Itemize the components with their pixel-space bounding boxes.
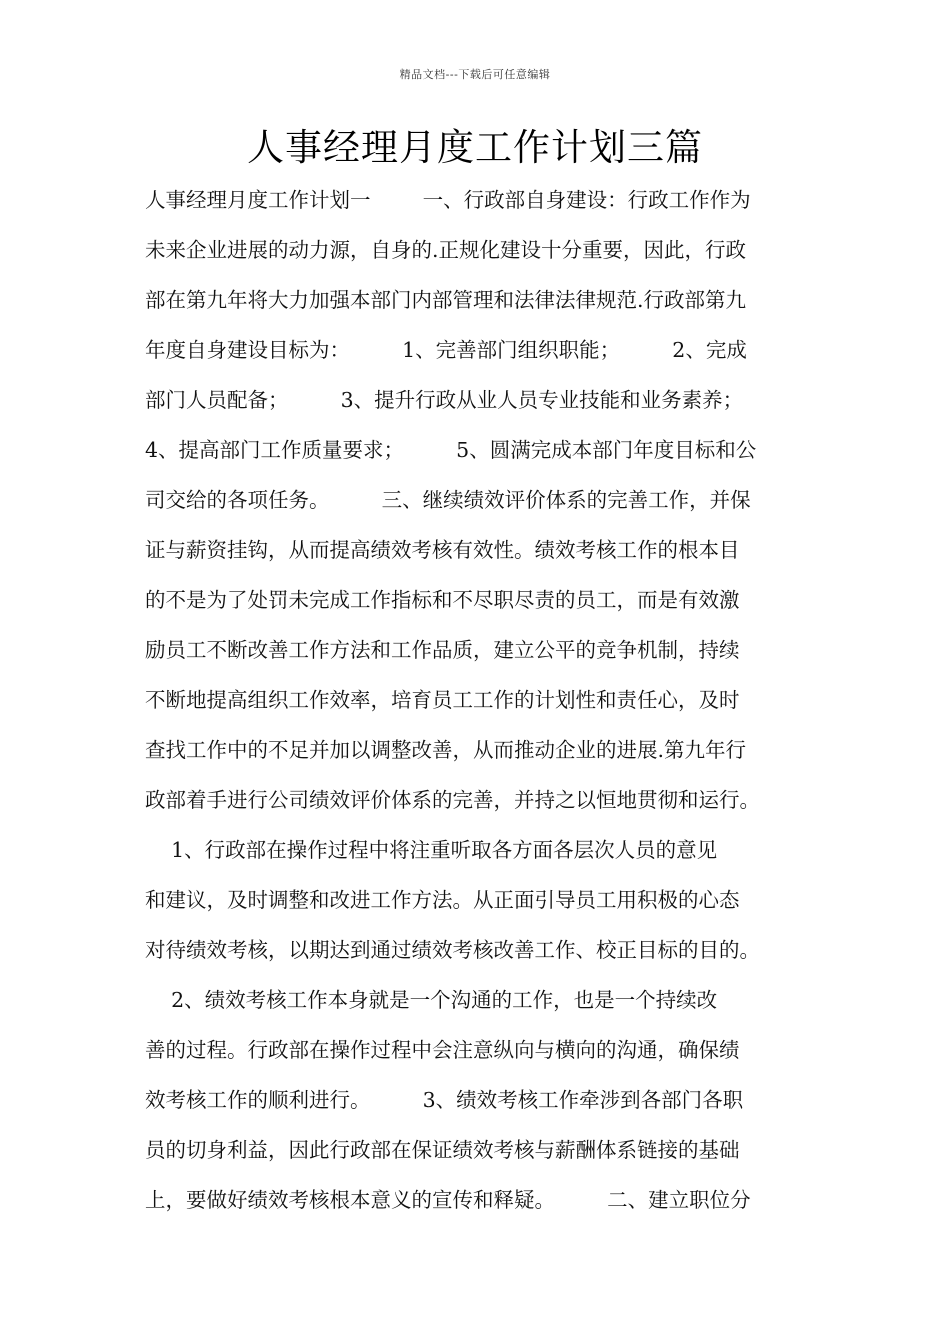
body-line: 人事经理月度工作计划一 一、行政部自身建设：行政工作作为 <box>145 188 751 212</box>
body-line: 证与薪资挂钩，从而提高绩效考核有效性。绩效考核工作的根本目 <box>145 538 740 562</box>
body-line: 和建议，及时调整和改进工作方法。从正面引导员工用积极的心态 <box>145 888 740 912</box>
body-line: 部在第九年将大力加强本部门内部管理和法律法律规范.行政部第九 <box>145 288 747 312</box>
body-line: 司交给的各项任务。 三、继续绩效评价体系的完善工作，并保 <box>145 488 751 512</box>
body-line: 励员工不断改善工作方法和工作品质，建立公平的竞争机制，持续 <box>145 638 740 662</box>
body-line: 1、行政部在操作过程中将注重听取各方面各层次人员的意见 <box>145 838 718 862</box>
body-line: 不断地提高组织工作效率，培育员工工作的计划性和责任心，及时 <box>145 688 740 712</box>
body-line: 查找工作中的不足并加以调整改善，从而推动企业的进展.第九年行 <box>145 738 747 762</box>
body-line: 员的切身利益，因此行政部在保证绩效考核与薪酬体系链接的基础 <box>145 1138 740 1162</box>
body-line: 效考核工作的顺利进行。 3、绩效考核工作牵涉到各部门各职 <box>145 1088 744 1112</box>
body-line: 部门人员配备； 3、提升行政从业人员专业技能和业务素养； <box>145 388 744 412</box>
body-line: 上，要做好绩效考核根本意义的宣传和释疑。 二、建立职位分 <box>145 1188 751 1212</box>
body-line: 年度自身建设目标为： 1、完善部门组织职能； 2、完成 <box>145 338 747 362</box>
body-line: 对待绩效考核，以期达到通过绩效考核改善工作、校正目标的目的。 <box>145 938 760 962</box>
body-line: 2、绩效考核工作本身就是一个沟通的工作，也是一个持续改 <box>145 988 718 1012</box>
page-header-note: 精品文档---下载后可任意编辑 <box>399 68 551 81</box>
body-line: 的不是为了处罚未完成工作指标和不尽职尽责的员工，而是有效激 <box>145 588 740 612</box>
document-title: 人事经理月度工作计划三篇 <box>247 126 703 169</box>
document-body <box>145 183 817 1233</box>
body-line: 政部着手进行公司绩效评价体系的完善，并持之以恒地贯彻和运行。 <box>145 788 760 812</box>
body-line: 善的过程。行政部在操作过程中会注意纵向与横向的沟通，确保绩 <box>145 1038 740 1062</box>
body-line: 未来企业进展的动力源，自身的.正规化建设十分重要，因此，行政 <box>145 238 747 262</box>
body-line: 4、提高部门工作质量要求； 5、圆满完成本部门年度目标和公 <box>145 438 757 462</box>
